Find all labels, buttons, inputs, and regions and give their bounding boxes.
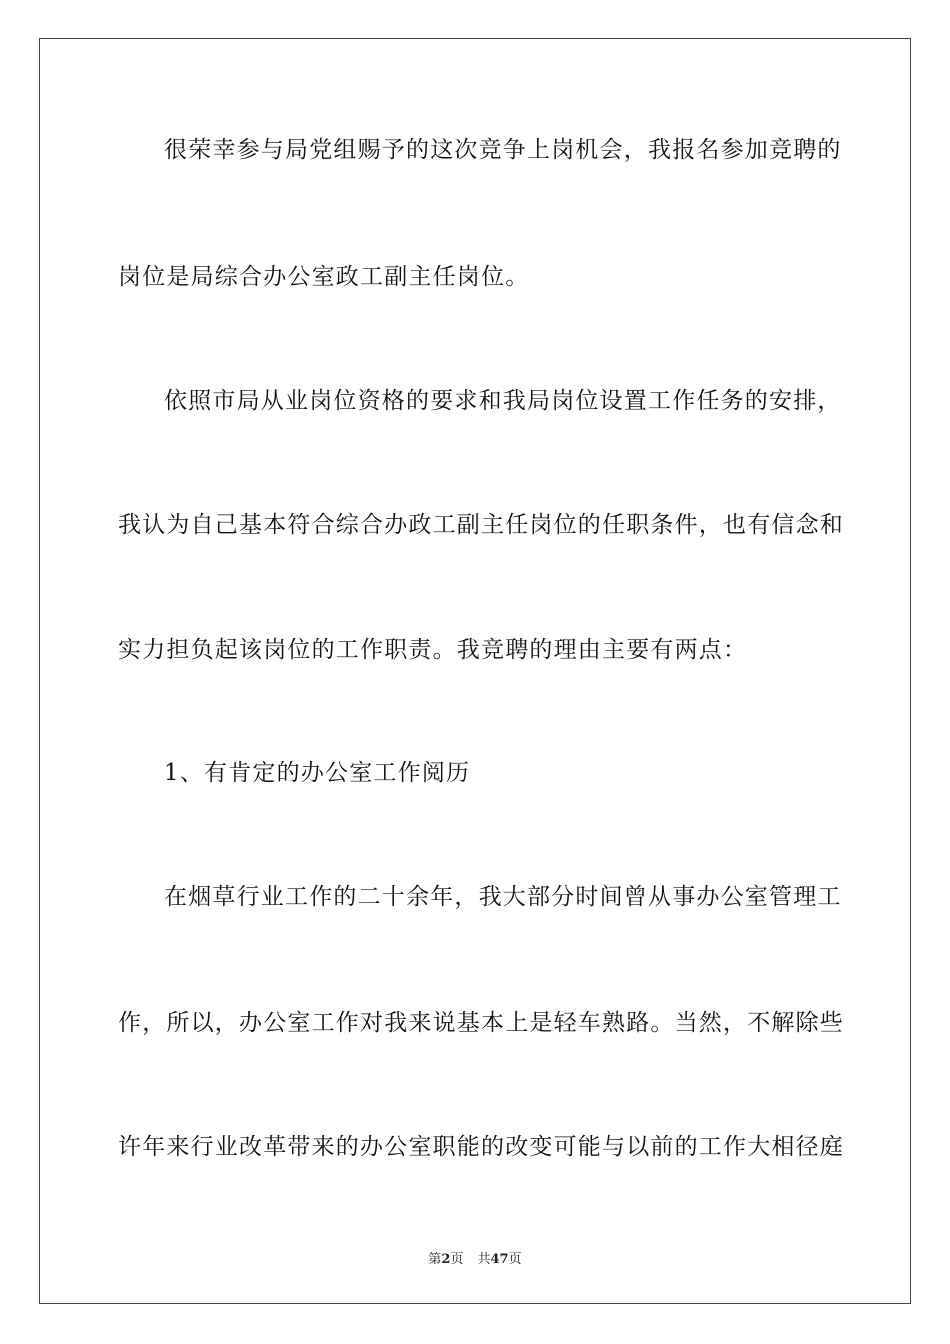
page-number: 2 (441, 1252, 451, 1267)
paragraph-line: 很荣幸参与局党组赐予的这次竞争上岗机会，我报名参加竞聘的 (164, 137, 842, 163)
paragraph-line: 岗位是局综合办公室政工副主任岗位。 (118, 264, 530, 290)
paragraph-line: 依照市局从业岗位资格的要求和我局岗位设置工作任务的安排， (164, 388, 842, 414)
numbered-heading: 1、有肯定的办公室工作阅历 (164, 760, 471, 786)
paragraph-line: 许年来行业改革带来的办公室职能的改变可能与以前的工作大相径庭 (118, 1134, 844, 1160)
total-prefix: 共 (477, 1252, 491, 1267)
paragraph-line: 我认为自己基本符合综合办政工副主任岗位的任职条件，也有信念和 (118, 512, 844, 538)
paragraph-line: 实力担负起该岗位的工作职责。我竞聘的理由主要有两点： (118, 637, 748, 663)
page-footer (0, 1248, 950, 1267)
page-suffix: 页 (450, 1252, 464, 1267)
total-pages: 47 (490, 1252, 509, 1267)
paragraph-line: 在烟草行业工作的二十余年，我大部分时间曾从事办公室管理工 (164, 884, 842, 910)
total-suffix: 页 (508, 1252, 522, 1267)
paragraph-line: 作，所以，办公室工作对我来说基本上是轻车熟路。当然，不解除些 (118, 1010, 844, 1036)
page-border (39, 38, 911, 1304)
page-prefix: 第 (428, 1252, 442, 1267)
